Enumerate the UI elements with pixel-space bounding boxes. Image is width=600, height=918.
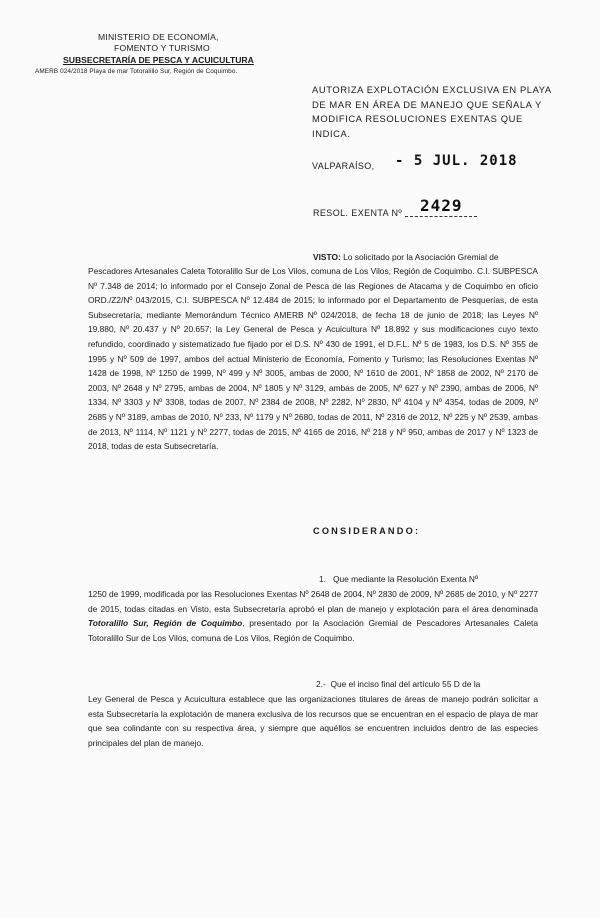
visto-first-line (313, 250, 537, 265)
title-line-1: AUTORIZA EXPLOTACIÓN EXCLUSIVA EN PLAYA (312, 84, 552, 95)
considerando-1-lead: Que mediante la Resolución Exenta Nº (332, 574, 479, 584)
considerando-2-text: Ley General de Pesca y Acuicultura establece que las organizaciones titulares de áreas de manejo podrán solicitar a esta Subsecretaría la explotación de manera exclusiva de los recursos que se encuentran en el espacio de playa de mar que sea colindante con su respectiva área, y siempre que aquéllos se encuentren incluidos dentro de las especies principales del plan de manejo. (88, 694, 538, 748)
visto-label: VISTO: (313, 252, 341, 262)
considerando-1-text-b: , presentado por la Asociación Gremial de Pescadores Artesanales Caleta Totoralillo Sur de Los Vilos, comuna de Los Vilos, Región de Coquimbo. (88, 618, 538, 643)
amerb-reference: AMERB 024/2018 Playa de mar Totoralillo Sur, Región de Coquimbo. (35, 68, 238, 75)
title-line-2: DE MAR EN ÁREA DE MANEJO QUE SEÑALA Y (312, 98, 542, 110)
date-stamp: - 5 JUL. 2018 (395, 153, 518, 169)
resolution-number-line (405, 216, 477, 217)
ministry-line-2: FOMENTO Y TURISMO (114, 43, 210, 53)
place-label: VALPARAÍSO, (312, 161, 375, 171)
considerando-1-number: 1. (319, 574, 326, 584)
visto-text: Pescadores Artesanales Caleta Totoralillo Sur de Los Vilos, comuna de Los Vilos, Región de Coquimbo. C.I. SUBPESCA Nº 7.348 de 2014; lo informado por el Consejo Zonal de Pesca de las Regiones de Atacama y de Coquimbo en oficio ORD./Z2/Nº 043/2015, C.I. SUBPESCA Nº 12.484 de 2015; lo informado por el Departamento de Pesquerías, de esta Subsecretaría, mediante Memorándum Técnico AMERB Nº 024/2018, de fecha 18 de junio de 2018; las Leyes Nº 19.880, Nº 20.437 y Nº 20.657; la Ley General de Pesca y Acuicultura Nº 18.892 y sus modificaciones cuyo texto refundido, coordinado y sistematizado fue fijado por el D.S. Nº 430 de 1991, el D.F.L. Nº 5 de 1983, los D.S. Nº 355 de 1995 y Nº 509 de 1997, ambos del actual Ministerio de Economía, Fomento y Turismo; las Resoluciones Exentas Nº 1428 de 1998, Nº 1250 de 1999, Nº 499 y Nº 3005, ambas de 2000, Nº 1610 de 2001, Nº 1858 de 2002, Nº 2170 de 2003, Nº 2648 y Nº 2795, ambas de 2004, Nº 1805 y Nº 3129, ambas de 2005, Nº 627 y Nº 2390, ambas de 2006, Nº 1334, Nº 3303 y Nº 3308, todas de 2007, Nº 2384 de 2008, Nº 2282, Nº 2830, Nº 4104 y Nº 4354, todas de 2009, Nº 2685 y Nº 3189, ambas de 2010, Nº 233, Nº 1179 y Nº 2680, todas de 2011, Nº 2316 de 2012, Nº 225 y Nº 2539, ambas de 2013, Nº 1114, Nº 1121 y Nº 2277, todas de 2015, Nº 4165 de 2016, Nº 218 y Nº 950, ambas de 2017 y Nº 1323 de 2018, todas de esta Subsecretaría. (88, 266, 538, 452)
ministry-line-1: MINISTERIO DE ECONOMÍA, (98, 32, 219, 42)
considerando-2-first-line (316, 677, 538, 692)
subsecretaria-name: SUBSECRETARÍA DE PESCA Y ACUICULTURA (63, 55, 254, 65)
considerando-1-text (88, 587, 538, 645)
resolution-number-label: RESOL. EXENTA Nº (313, 208, 403, 218)
considerando-1-first-line (319, 572, 537, 587)
considerando-heading: CONSIDERANDO: (313, 526, 421, 536)
considerando-1-text-a: 1250 de 1999, modificada por las Resoluciones Exentas Nº 2648 de 2004, Nº 2830 de 2009, Nº 2685 de 2010, y Nº 2277 de 2015, todas citadas en Visto, esta Subsecretaría aprobó el plan de manejo y explotación para el área denominada (88, 589, 538, 614)
resolution-number: 2429 (420, 196, 463, 215)
title-line-3: MODIFICA RESOLUCIONES EXENTAS QUE INDICA. (312, 113, 523, 139)
considerando-2-lead: Que el inciso final del artículo 55 D de la (330, 679, 481, 689)
resolution-title (312, 83, 562, 141)
area-name-emphasis: Totoralillo Sur, Región de Coquimbo (88, 618, 243, 629)
visto-lead: Lo solicitado por la Asociación Gremial de (343, 252, 499, 262)
considerando-2-number: 2.- (316, 679, 326, 689)
